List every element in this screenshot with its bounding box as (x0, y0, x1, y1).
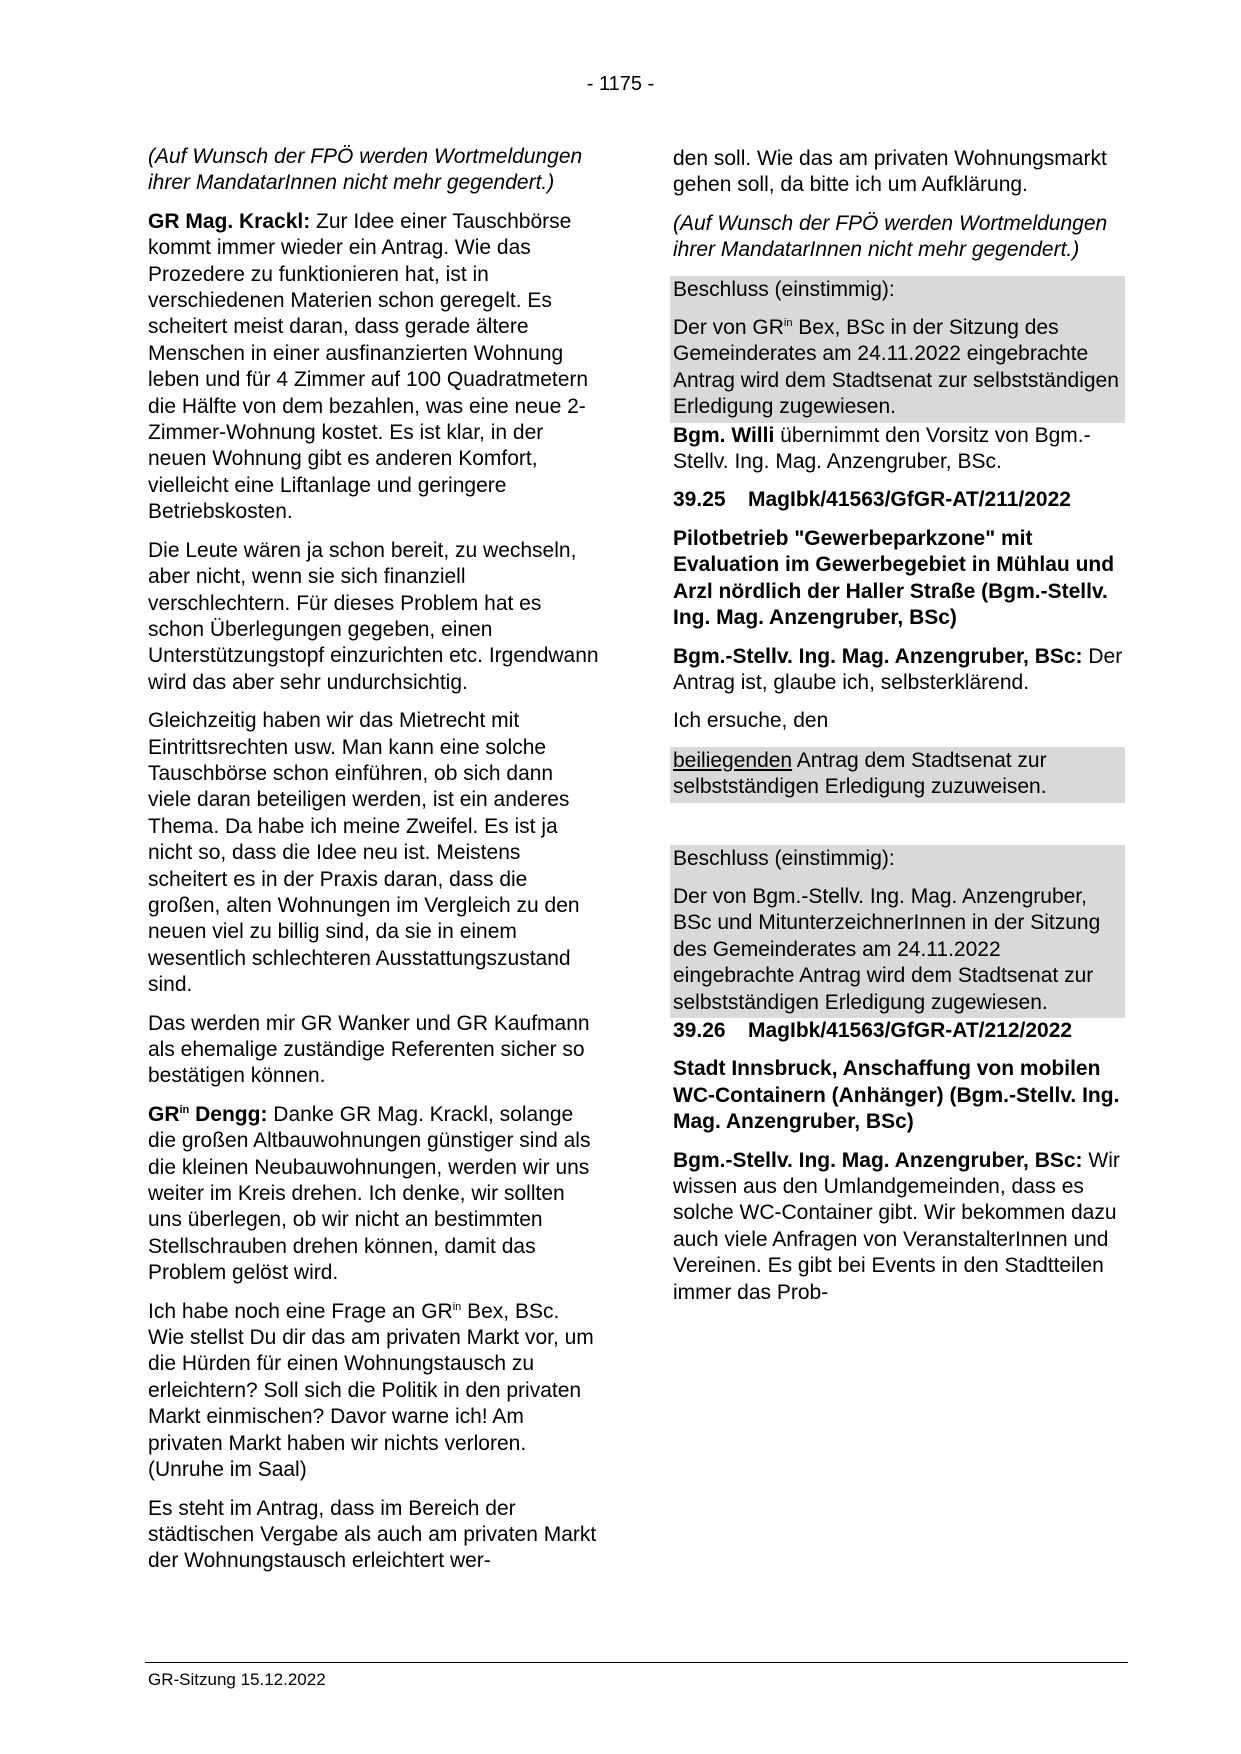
motion-box (670, 747, 1125, 803)
item-title: Pilotbetrieb "Gewerbeparkzone" mit Evaluation im Gewerbegebiet in Mühlau und Arzl nördlich der Haller Straße (Bgm.-Stellv. Ing. Mag. Anzengruber, BSc) (673, 526, 1115, 630)
resolution-label: Beschluss (einstimmig): (673, 277, 895, 301)
resolution-text: Der von $GR^{in}$ Bex, BSc in der Sitzung des Gemeinderates am 24.11.2022 eingebrachte Antrag wird dem Stadtsenat zur selbstständigen Erledigung zugewiesen. (673, 316, 1119, 419)
statement-text: Zur Idee einer Tauschbörse kommt immer wieder ein Antrag. Wie das Prozedere zu funktionieren hat, ist in verschiedenen Materien schon geregelt. Es scheitert meist daran, dass gerade ältere Menschen in einer ausfinanzierten Wohnung leben und für 4 Zimmer auf 100 Quadratmetern die Hälfte von dem bezahlen, was eine neue 2-Zimmer-Wohnung kostet. Es ist klar, in der neuen Wohnung gibt es anderen Komfort, vielleicht eine Liftanlage und geringere Betriebskosten. (148, 209, 589, 524)
resolution-box-1 (670, 276, 1125, 423)
continuation-paragraph: den soll. Wie das am privaten Wohnungsmarkt gehen soll, da bitte ich um Aufklärung. (673, 147, 1107, 197)
footer-divider (145, 1662, 1128, 1663)
attachment-link[interactable]: beiliegenden (673, 748, 793, 772)
motion-text: beiliegenden Antrag dem Stadtsenat zur selbstständigen Erledigung zuzuweisen. (673, 748, 1047, 799)
fpoe-note: (Auf Wunsch der FPÖ werden Wortmeldungen ihrer MandatarInnen nicht mehr gegendert.) (148, 145, 583, 195)
speaker-label: Bgm. Willi (673, 423, 775, 447)
paragraph-antrag: Es steht im Antrag, dass im Bereich der städtischen Vergabe als auch am privaten Markt der Wohnungstausch erleichtert wer- (148, 1496, 597, 1573)
item-number: 39.26 (673, 1018, 726, 1042)
item-number: 39.25 (673, 488, 726, 512)
chair-change: Bgm. Willi übernimmt den Vorsitz von Bgm.-Stellv. Ing. Mag. Anzengruber, BSc. (673, 423, 1091, 474)
speaker-label: $GR^{in}$ Dengg: (148, 1102, 268, 1126)
left-column (148, 144, 600, 1587)
speaker-label: GR Mag. Krackl: (148, 209, 311, 233)
item-reference: MagIbk/41563/GfGR-AT/211/2022 (748, 488, 1071, 512)
resolution-label: Beschluss (einstimmig): (673, 846, 895, 870)
item-reference: MagIbk/41563/GfGR-AT/212/2022 (748, 1018, 1073, 1042)
item-title: Stadt Innsbruck, Anschaffung von mobilen WC-Containern (Anhänger) (Bgm.-Stellv. Ing. Mag. Anzengruber, BSc) (673, 1057, 1120, 1134)
speaker-label: Bgm.-Stellv. Ing. Mag. Anzengruber, BSc: (673, 644, 1083, 668)
anzengruber-statement-1: Bgm.-Stellv. Ing. Mag. Anzengruber, BSc: Der Antrag ist, glaube ich, selbsterklärend. (673, 644, 1123, 694)
fpoe-note: (Auf Wunsch der FPÖ werden Wortmeldungen ihrer MandatarInnen nicht mehr gegendert.) (673, 211, 1108, 262)
statement-text: Danke GR Mag. Krackl, solange die großen Altbauwohnungen günstiger sind als die kleinen Neubauwohnungen, werden wir uns weiter im Kreis drehen. Ich denke, wir sollten uns überlegen, ob wir nicht an bestimmten Stellschrauben drehen können, damit das Problem gelöst wird. (148, 1102, 591, 1285)
paragraph-gleichzeitig: Gleichzeitig haben wir das Mietrecht mit Eintrittsrechten usw. Man kann eine solche Tauschbörse schon einführen, ob sich dann viele daran beteiligen werden, ist ein anderes Thema. Da habe ich meine Zweifel. Es ist ja nicht so, dass die Idee neu ist. Meistens scheitert es in der Praxis daran, dass die großen, alten Wohnungen im Vergleich zu den neuen viel zu billig sind, da sie in einem wesentlich schlechteren Ausstattungszustand sind. (148, 709, 580, 997)
paragraph-leute: Die Leute wären ja schon bereit, zu wechseln, aber nicht, wenn sie sich finanziell verschlechtern. Für dieses Problem hat es schon Überlegungen gegeben, einen Unterstützungstopf einzurichten etc. Irgendwann wird das aber sehr undurchsichtig. (148, 538, 599, 694)
speaker-label: Bgm.-Stellv. Ing. Mag. Anzengruber, BSc: (673, 1148, 1083, 1172)
krackl-statement (148, 209, 600, 526)
anzengruber-statement-2: Bgm.-Stellv. Ing. Mag. Anzengruber, BSc: Wir wissen aus den Umlandgemeinden, dass es solche WC-Container gibt. Wir bekommen dazu auch viele Anfragen von VeranstalterInnen und Vereinen. Es gibt bei Events in den Stadtteilen immer das Prob- (673, 1148, 1120, 1304)
page-number: - 1175 - (586, 73, 655, 95)
ersuche-text: Ich ersuche, den (673, 709, 829, 733)
agenda-item-39-26 (673, 1018, 1125, 1044)
paragraph-frage: Ich habe noch eine Frage an $GR^{in}$ Bex, BSc. Wie stellst Du dir das am privaten Markt vor, um die Hürden für einen Wohnungstausch zu erleichtern? Soll sich die Politik in den privaten Markt einmischen? Davor warne ich! Am privaten Markt haben wir nichts verloren. (Unruhe im Saal) (148, 1299, 594, 1482)
footer-text: GR-Sitzung 15.12.2022 (148, 1670, 326, 1689)
paragraph-wanker: Das werden mir GR Wanker und GR Kaufmann als ehemalige zuständige Referenten sicher so bestätigen können. (148, 1011, 590, 1088)
right-column (673, 146, 1125, 1318)
dengg-statement (148, 1102, 600, 1287)
agenda-item-39-25 (673, 487, 1125, 513)
resolution-text: Der von Bgm.-Stellv. Ing. Mag. Anzengruber, BSc und MitunterzeichnerInnen in der Sitzung des Gemeinderates am 24.11.2022 eingebrachte Antrag wird dem Stadtsenat zur selbstständigen Erledigung zugewiesen. (673, 884, 1101, 1014)
resolution-box-2 (670, 845, 1125, 1018)
